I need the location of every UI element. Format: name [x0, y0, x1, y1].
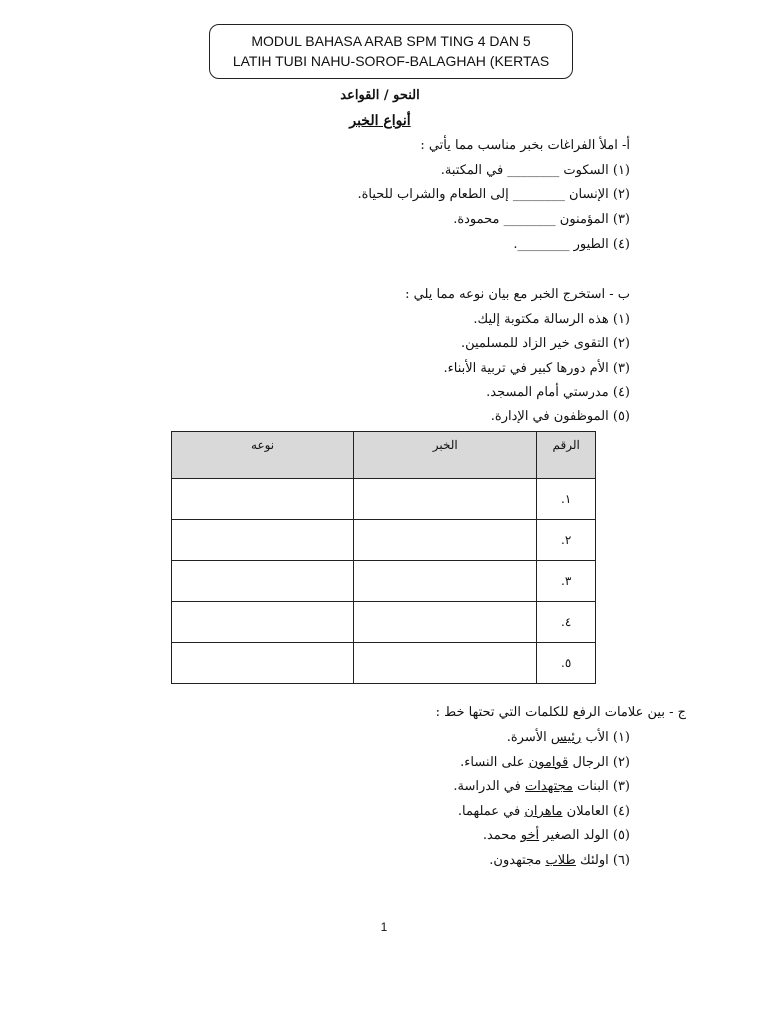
section-c-item — [453, 779, 630, 794]
section-c-item — [460, 755, 630, 770]
table-row — [172, 520, 596, 561]
row-number: ١. — [537, 479, 596, 520]
item-number: (٤) — [612, 804, 630, 819]
underlined-word: طلاب — [545, 853, 576, 868]
module-title-box — [209, 24, 573, 79]
item-post: على النساء. — [460, 755, 525, 770]
item-post: الأسرة. — [506, 730, 547, 745]
type-cell[interactable] — [172, 602, 354, 643]
header-khabar: الخبر — [354, 432, 537, 479]
module-title-line-2: LATIH TUBI NAHU-SOROF-BALAGHAH (KERTAS — [232, 53, 550, 69]
type-cell[interactable] — [172, 479, 354, 520]
underlined-word: رئيس — [550, 730, 582, 745]
header-type: نوعه — [172, 432, 354, 479]
underlined-word: قوامون — [528, 755, 569, 770]
item-post: محمد. — [482, 828, 517, 843]
page-number: 1 — [380, 920, 388, 934]
section-a-instruction: أ- املأ الفراغات بخبر مناسب مما يأتي : — [420, 138, 630, 153]
answer-table — [171, 431, 596, 684]
row-number: ٢. — [537, 520, 596, 561]
item-number: (١) — [612, 730, 630, 745]
underlined-word: مجتهدات — [525, 779, 573, 794]
section-c-item — [458, 804, 630, 819]
table-header-row — [172, 432, 596, 479]
khabar-cell[interactable] — [354, 520, 537, 561]
table-row — [172, 479, 596, 520]
module-title-line-1: MODUL BAHASA ARAB SPM TING 4 DAN 5 — [251, 33, 531, 49]
section-b-item: (٢) التقوى خير الزاد للمسلمين. — [460, 336, 630, 351]
item-pre: البنات — [577, 779, 609, 794]
item-pre: الولد الصغير — [543, 828, 609, 843]
section-c-item — [483, 828, 630, 843]
header-number: الرقم — [537, 432, 596, 479]
type-cell[interactable] — [172, 561, 354, 602]
type-cell[interactable] — [172, 520, 354, 561]
section-a-item: (١) السكوت ________ في المكتبة. — [440, 163, 630, 178]
section-a-item: (٤) الطيور ________. — [513, 237, 630, 252]
section-a-item: (٣) المؤمنون ________ محمودة. — [453, 212, 630, 227]
item-number: (٣) — [612, 779, 630, 794]
underlined-word: أخو — [520, 828, 540, 843]
item-pre: اولئك — [579, 853, 609, 868]
table-row — [172, 602, 596, 643]
table-row — [172, 643, 596, 684]
section-b-item: (٣) الأم دورها كبير في تربية الأبناء. — [443, 361, 630, 376]
item-pre: الرجال — [572, 755, 609, 770]
row-number: ٥. — [537, 643, 596, 684]
section-b-item: (١) هذه الرسالة مكتوبة إليك. — [473, 312, 630, 327]
item-number: (٦) — [612, 853, 630, 868]
khabar-cell[interactable] — [354, 602, 537, 643]
khabar-cell[interactable] — [354, 561, 537, 602]
section-a-item: (٢) الإنسان ________ إلى الطعام والشراب للحياة. — [357, 187, 630, 202]
item-post: مجتهدون. — [489, 853, 542, 868]
section-b-instruction: ب - استخرج الخبر مع بيان نوعه مما يلي : — [405, 287, 630, 302]
item-post: في الدراسة. — [453, 779, 521, 794]
section-c-instruction: ج - بين علامات الرفع للكلمات التي تحتها خط : — [435, 705, 686, 720]
type-cell[interactable] — [172, 643, 354, 684]
subtitle-heading: أنواع الخبر — [349, 113, 411, 129]
item-pre: العاملان — [566, 804, 609, 819]
row-number: ٤. — [537, 602, 596, 643]
item-post: في عملهما. — [457, 804, 521, 819]
section-c-item — [507, 730, 630, 745]
table-row — [172, 561, 596, 602]
underlined-word: ماهران — [524, 804, 563, 819]
section-b-item: (٤) مدرستي أمام المسجد. — [486, 385, 630, 400]
topic-heading: النحو / القواعد — [340, 88, 420, 103]
item-number: (٥) — [612, 828, 630, 843]
khabar-cell[interactable] — [354, 479, 537, 520]
row-number: ٣. — [537, 561, 596, 602]
khabar-cell[interactable] — [354, 643, 537, 684]
section-c-item — [489, 853, 630, 868]
item-number: (٢) — [612, 755, 630, 770]
item-pre: الأب — [585, 730, 609, 745]
section-b-item: (٥) الموظفون في الإدارة. — [490, 409, 630, 424]
